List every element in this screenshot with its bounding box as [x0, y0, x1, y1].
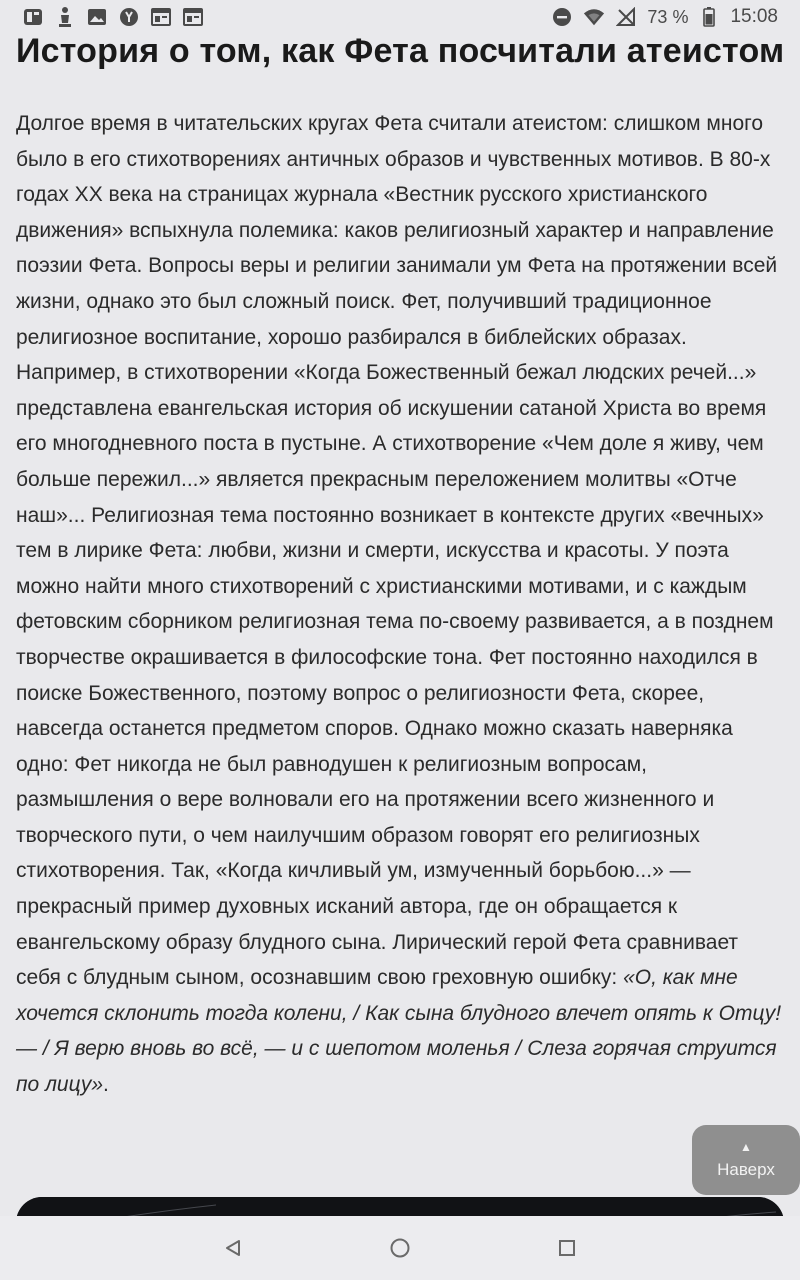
article — [16, 30, 786, 1103]
article-body — [16, 106, 786, 1103]
nav-home-button[interactable] — [380, 1228, 420, 1268]
back-to-top-label: Наверх — [717, 1160, 775, 1179]
article-body-text: Долгое время в читательских кругах Фета считали атеистом: слишком много было в его стихотворениях античных образов и чувственных мотивов. В 80-х годах XX века на страницах журнала «Вестник русского христианского движения» вспыхнула полемика: каков религиозный характер и направление поэзии Фета. Вопросы веры и религии занимали ум Фета на протяжении всей жизни, однако это был сложный поиск. Фет, получивший традиционное религиозное воспитание, хорошо разбирался в библейских образах. Например, в стихотворении «Когда Божественный бежал людских речей...» представлена евангельская история об искушении сатаной Христа во время его многодневного поста в пустыне. А стихотворение «Чем доле я живу, чем больше пережил...» является прекрасным переложением молитвы «Отче наш»... Религиозная тема постоянно возникает в контексте других «вечных» тем в лирике Фета: любви, жизни и смерти, искусства и красоты. У поэта можно найти много стихотворений с христианскими мотивами, и с каждым фетовским сборником религиозная тема по-своему развивается, а в позднем творчестве окрашивается в философские тона. Фет постоянно находился в поиске Божественного, поэтому вопрос о религиозности Фета, скорее, навсегда останется предметом споров. Однако можно сказать наверняка одно: Фет никогда не был равнодушен к религиозным вопросам, размышления о вере волновали его на протяжении всего жизненного и творческого пути, о чем наилучшим образом говорят его религиозных стихотворения. Так, «Когда кичливый ум, измученный борьбою...» — прекрасный пример духовных исканий автора, где он обращается к евангельскому образу блудного сына. Лирический герой Фета сравнивает себя с блудным сыном, осознавшим свою греховную ошибку: — [16, 112, 778, 990]
navigation-bar — [0, 1216, 800, 1280]
browser-tab-icon — [182, 6, 204, 28]
dnd-icon — [551, 6, 573, 28]
yandex-icon — [118, 6, 140, 28]
nav-recents-button[interactable] — [547, 1228, 587, 1268]
arrow-up-icon: ▲ — [740, 1140, 752, 1154]
chess-app-icon — [54, 6, 76, 28]
browser-tab-icon — [150, 6, 172, 28]
battery-percent: 73 % — [647, 6, 689, 27]
nav-back-button[interactable] — [213, 1228, 253, 1268]
no-signal-icon — [615, 6, 637, 28]
status-bar-left — [22, 6, 204, 28]
gallery-icon — [86, 6, 108, 28]
wifi-icon — [583, 6, 605, 28]
article-body-end: . — [103, 1073, 109, 1097]
news-app-icon — [22, 6, 44, 28]
clock: 15:08 — [730, 6, 778, 27]
home-circle-icon — [389, 1237, 411, 1259]
article-title: История о том, как Фета посчитали атеистом — [16, 32, 785, 70]
article-poem-quote: «О, как мне хочется склонить тогда колени, / Как сына блудного влечет опять к Отцу! — / Я верю вновь во всё, — и с шепотом моленья / Слеза горячая струится по лицу» — [16, 966, 782, 1097]
status-bar — [0, 0, 800, 34]
status-bar-right — [551, 6, 778, 28]
battery-icon — [698, 6, 720, 28]
back-to-top-button[interactable] — [692, 1125, 800, 1195]
back-triangle-icon — [223, 1238, 243, 1258]
recents-square-icon — [557, 1238, 577, 1258]
